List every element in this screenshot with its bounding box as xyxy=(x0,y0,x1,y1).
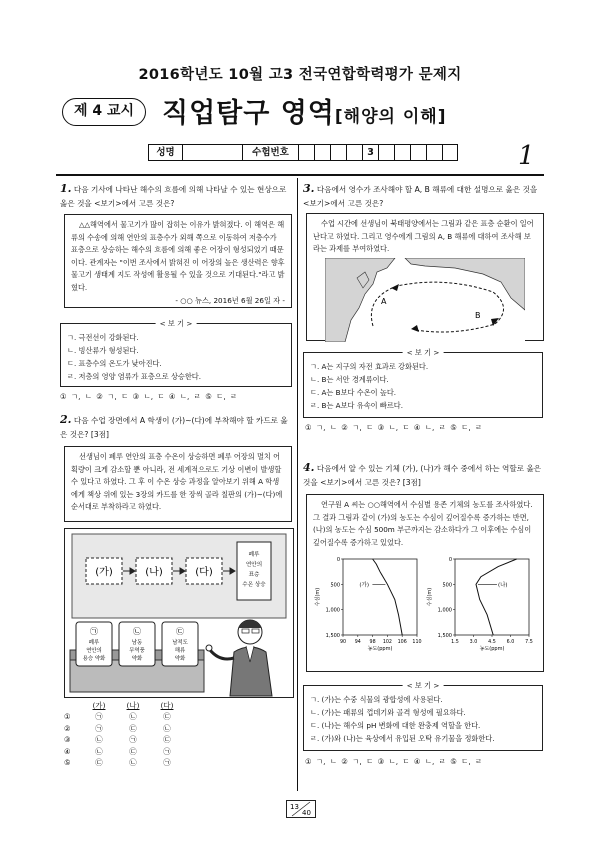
answer-row[interactable] xyxy=(64,757,194,768)
classroom-illustration xyxy=(64,528,294,698)
article-text: △△해역에서 물고기가 많이 잡히는 이유가 밝혀졌다. 이 해역은 해류의 수송에 의해 연안의 표층수가 외해 쪽으로 이동하여 저층수가 표층으로 상승하는 해수의 흐름에 의해 좋은 어장이 형성되었기 때문이다. 관계자는 "이번 조사에서 밝혀진 이 어장의 높은 생산력은 향후 물고기 생태계 지도 작성에 활용될 수 있을 것으로 기대된다."라고 밝혔다. xyxy=(71,220,285,292)
question-number: 3. xyxy=(303,182,315,195)
name-field[interactable] xyxy=(183,145,243,160)
x-tick-label: 1.5 xyxy=(451,640,459,646)
result-card-line: 연안의 xyxy=(245,562,263,568)
exam-no-cell[interactable] xyxy=(379,145,395,160)
subject-title xyxy=(162,93,446,135)
svg-text:남동: 남동 xyxy=(131,640,143,646)
x-tick-label: 7.5 xyxy=(525,640,533,646)
answer-cell: ㉠ xyxy=(129,735,137,745)
series-label: (나) xyxy=(497,582,508,589)
question-text: 다음에서 알 수 있는 기체 (가), (나)가 해수 중에서 하는 역할로 옳은 것을 <보기>에서 고른 것은? [3점] xyxy=(303,464,542,487)
bogi-item: ㄹ. 저층의 영양 염류가 표층으로 상승한다. xyxy=(67,371,202,381)
bogi-item: ㄷ. 표층수의 온도가 낮아진다. xyxy=(67,358,162,368)
desk-card-3 xyxy=(162,622,198,666)
answer-row[interactable] xyxy=(64,746,194,757)
svg-text:해류: 해류 xyxy=(174,648,186,654)
answer-cell: ㉡ xyxy=(129,712,137,722)
q4-passage-box xyxy=(306,494,544,672)
q4-graphs xyxy=(313,551,537,655)
name-label: 성명 xyxy=(149,145,183,160)
q1-bogi-box xyxy=(60,319,292,387)
x-axis-label: 농도(ppm) xyxy=(479,646,505,653)
answer-cell: ㉢ xyxy=(129,723,137,733)
answer-cell: ㉢ xyxy=(129,746,137,756)
subject-detail: [해양의 이해] xyxy=(334,107,447,127)
desk-card-2 xyxy=(119,622,155,666)
desk-card-1 xyxy=(76,622,112,666)
exam-info-strip xyxy=(148,144,458,161)
x-tick-label: 106 xyxy=(397,640,407,646)
answer-header: (다) xyxy=(160,701,174,710)
map-label-a: A xyxy=(381,296,387,306)
question-text: 다음에서 영수가 조사해야 할 A, B 해류에 대한 설명으로 옳은 것을 <보기>에서 고른 것은? xyxy=(303,185,538,208)
bogi-item: ㄴ. B는 서안 경계류이다. xyxy=(310,374,389,384)
x-tick-label: 90 xyxy=(339,640,347,646)
q1-choices[interactable]: ① ㄱ, ㄴ ② ㄱ, ㄷ ③ ㄴ, ㄷ ④ ㄴ, ㄹ ⑤ ㄷ, ㄹ xyxy=(60,392,238,401)
bogi-item: ㄴ. (가)는 패류의 껍데기와 골격 형성에 필요하다. xyxy=(310,707,466,717)
bogi-item: ㄷ. A는 B보다 수온이 높다. xyxy=(310,387,397,397)
svg-text:폐루: 폐루 xyxy=(88,640,100,646)
slot-label: (가) xyxy=(95,567,113,578)
result-card-line: 수온 상승 xyxy=(242,582,266,588)
question-3-stem xyxy=(303,180,543,210)
plot-frame xyxy=(343,559,417,635)
article-box xyxy=(64,214,292,308)
bogi-title: < 보 기 > xyxy=(156,318,197,331)
answer-cell: ㉡ xyxy=(95,746,103,756)
bogi-item: ㄴ. 빙산류가 형성된다. xyxy=(67,345,139,355)
exam-no-cell[interactable] xyxy=(395,145,411,160)
exam-no-cell: 3 xyxy=(363,145,379,160)
svg-text:㉡: ㉡ xyxy=(133,627,141,636)
exam-no-label: 수험번호 xyxy=(243,145,299,160)
answer-number: ② xyxy=(64,723,71,733)
answer-number: ① xyxy=(64,712,71,722)
question-number: 4. xyxy=(303,461,315,474)
header-rule xyxy=(56,174,544,176)
exam-no-cell[interactable] xyxy=(315,145,331,160)
y-tick-label: 500 xyxy=(330,582,340,589)
slot-label: (나) xyxy=(145,567,163,578)
svg-text:약화: 약화 xyxy=(174,656,186,662)
exam-no-cell[interactable] xyxy=(443,145,457,160)
question-4-stem xyxy=(303,459,543,489)
answer-header: (가) xyxy=(92,701,106,710)
lesson-passage-box: 선생님이 폐루 연안의 표층 수온이 상승하면 폐루 어장의 멸치 어획량이 크게 감소할 뿐 아니라, 전 세계적으로도 기상 이변이 발생할 수 있다고 하였다. 그 후 이 수온 상승 과정을 알아보기 위해 A 학생에게 책상 위에 있는 3장의 카드를 한 장씩 골라 칠판의 (가)~(다)에 순서대로 부착하라고 하였다. xyxy=(64,446,292,522)
question-text: 다음 수업 장면에서 A 학생이 (가)~(다)에 부착해야 할 카드로 옳은 것은? [3점] xyxy=(60,416,288,439)
y-tick-label: 1,500 xyxy=(437,633,452,640)
y-axis-label: 수심(m) xyxy=(315,588,321,607)
result-card-line: 폐루 xyxy=(248,552,260,558)
question-number: 1. xyxy=(60,182,72,195)
answer-cell: ㉢ xyxy=(163,735,171,745)
answer-row[interactable] xyxy=(64,711,194,722)
bogi-item: ㄱ. (가)는 수중 식물의 광합성에 사용된다. xyxy=(310,695,443,704)
svg-text:㉠: ㉠ xyxy=(90,627,98,636)
answer-row[interactable] xyxy=(64,723,194,734)
x-tick-label: 110 xyxy=(412,640,422,646)
map-label-b: B xyxy=(475,310,481,320)
y-axis-label: 수심(m) xyxy=(427,588,433,607)
bogi-title: < 보 기 > xyxy=(403,680,444,693)
question-text: 다음 기사에 나타난 해수의 흐름에 의해 나타날 수 있는 현상으로 옳은 것을 <보기>에서 고른 것은? xyxy=(60,185,287,208)
gas-ga-depth-chart xyxy=(313,551,425,655)
exam-no-cell[interactable] xyxy=(347,145,363,160)
bogi-item: ㄹ. B는 A보다 유속이 빠르다. xyxy=(310,400,403,410)
x-tick-label: 3.0 xyxy=(469,640,478,646)
exam-no-cell[interactable] xyxy=(331,145,347,160)
q3-passage: 수업 시간에 선생님이 북태평양에서는 그림과 같은 표층 순환이 일어난다고 하였다. 그리고 영수에게 그림의 A, B 해류에 대하여 조사해 보라는 과제를 부여하였다. xyxy=(313,219,534,254)
q3-passage-box xyxy=(306,213,544,341)
x-axis-label: 농도(ppm) xyxy=(367,646,393,653)
answer-row[interactable] xyxy=(64,734,194,745)
x-tick-label: 4.5 xyxy=(488,640,496,646)
answer-cell: ㉡ xyxy=(95,735,103,745)
exam-title: 2016학년도 10월 고3 전국연합학력평가 문제지 xyxy=(138,67,462,83)
question-number: 2. xyxy=(60,413,72,426)
answer-cell: ㉢ xyxy=(95,758,103,768)
answer-cell: ㉢ xyxy=(163,712,171,722)
q4-passage: 연구원 A 씨는 ○○해역에서 수심별 용존 기체의 농도를 조사하였다. 그 결과 그림과 같이 (가)의 농도는 수심이 깊어질수록 증가하는 반면, (나)의 농도는 수심 500m 부근까지는 감소하다가 그 이후에는 수심이 깊어질수록 증가하고 있었다. xyxy=(313,500,533,547)
series-label: (가) xyxy=(359,582,370,589)
answer-number: ⑤ xyxy=(64,758,71,768)
answer-number: ④ xyxy=(64,746,71,756)
answer-header: (나) xyxy=(126,701,140,710)
slot-label: (다) xyxy=(195,567,213,578)
bogi-title: < 보 기 > xyxy=(403,347,444,360)
exam-no-cell[interactable] xyxy=(299,145,315,160)
answer-cell: ㉠ xyxy=(95,723,103,733)
column-divider xyxy=(297,178,298,791)
y-tick-label: 0 xyxy=(448,557,452,564)
result-card-line: 표층 xyxy=(248,572,260,578)
answer-cell: ㉠ xyxy=(95,712,103,722)
q3-choices[interactable]: ① ㄱ, ㄴ ② ㄱ, ㄷ ③ ㄴ, ㄷ ④ ㄴ, ㄹ ⑤ ㄷ, ㄹ xyxy=(305,423,483,432)
question-1-stem xyxy=(60,180,292,210)
answer-number: ③ xyxy=(64,735,71,745)
q4-bogi-box xyxy=(303,681,543,751)
y-tick-label: 1,000 xyxy=(437,608,452,615)
answer-cell: ㉠ xyxy=(163,758,171,768)
question-2-stem xyxy=(60,411,292,441)
exam-no-cell[interactable] xyxy=(411,145,427,160)
page-current: 13 xyxy=(290,803,299,811)
page-counter xyxy=(286,800,316,818)
y-tick-label: 1,000 xyxy=(325,608,340,615)
answer-cell: ㉡ xyxy=(163,723,171,733)
y-tick-label: 1,500 xyxy=(325,633,340,640)
svg-text:㉢: ㉢ xyxy=(176,627,184,636)
y-tick-label: 500 xyxy=(442,582,452,589)
bogi-item: ㄹ. (가)와 (나)는 육상에서 유입된 오탁 유기물을 정화한다. xyxy=(310,733,495,743)
svg-text:남적도: 남적도 xyxy=(172,640,188,646)
q4-choices[interactable]: ① ㄱ, ㄴ ② ㄱ, ㄷ ③ ㄴ, ㄷ ④ ㄴ, ㄹ ⑤ ㄷ, ㄹ xyxy=(305,757,483,766)
x-tick-label: 98 xyxy=(369,640,376,646)
svg-text:약화: 약화 xyxy=(131,656,143,662)
result-card xyxy=(237,542,271,600)
x-tick-label: 6.0 xyxy=(506,640,515,646)
answer-header-row xyxy=(64,700,194,711)
x-tick-label: 102 xyxy=(382,640,392,646)
subject-name: 직업탐구 영역 xyxy=(162,98,335,129)
bogi-item: ㄷ. (나)는 해수의 pH 변화에 대한 완충제 역할을 한다. xyxy=(310,720,481,730)
bogi-item: ㄱ. A는 지구의 자전 효과로 강화된다. xyxy=(310,362,429,371)
svg-text:연안의: 연안의 xyxy=(86,648,102,654)
exam-no-cell[interactable] xyxy=(427,145,443,160)
x-tick-label: 94 xyxy=(354,640,361,646)
answer-cell: ㉠ xyxy=(163,746,171,756)
y-tick-label: 0 xyxy=(336,557,340,564)
page-number: 1 xyxy=(518,141,535,171)
period-badge: 제 4 교시 xyxy=(62,98,146,126)
svg-text:무역풍: 무역풍 xyxy=(129,648,145,654)
q2-answer-table xyxy=(64,700,194,769)
q3-bogi-box xyxy=(303,348,543,418)
gas-na-depth-chart xyxy=(425,551,537,655)
page-total: 40 xyxy=(302,809,311,817)
bogi-item: ㄱ. 극전선이 강화된다. xyxy=(67,333,139,342)
north-pacific-map xyxy=(325,258,525,342)
svg-text:용승 약화: 용승 약화 xyxy=(82,656,106,662)
answer-cell: ㉡ xyxy=(129,758,137,768)
article-source: - ○○ 뉴스, 2016년 6월 26일 자 - xyxy=(175,295,285,305)
